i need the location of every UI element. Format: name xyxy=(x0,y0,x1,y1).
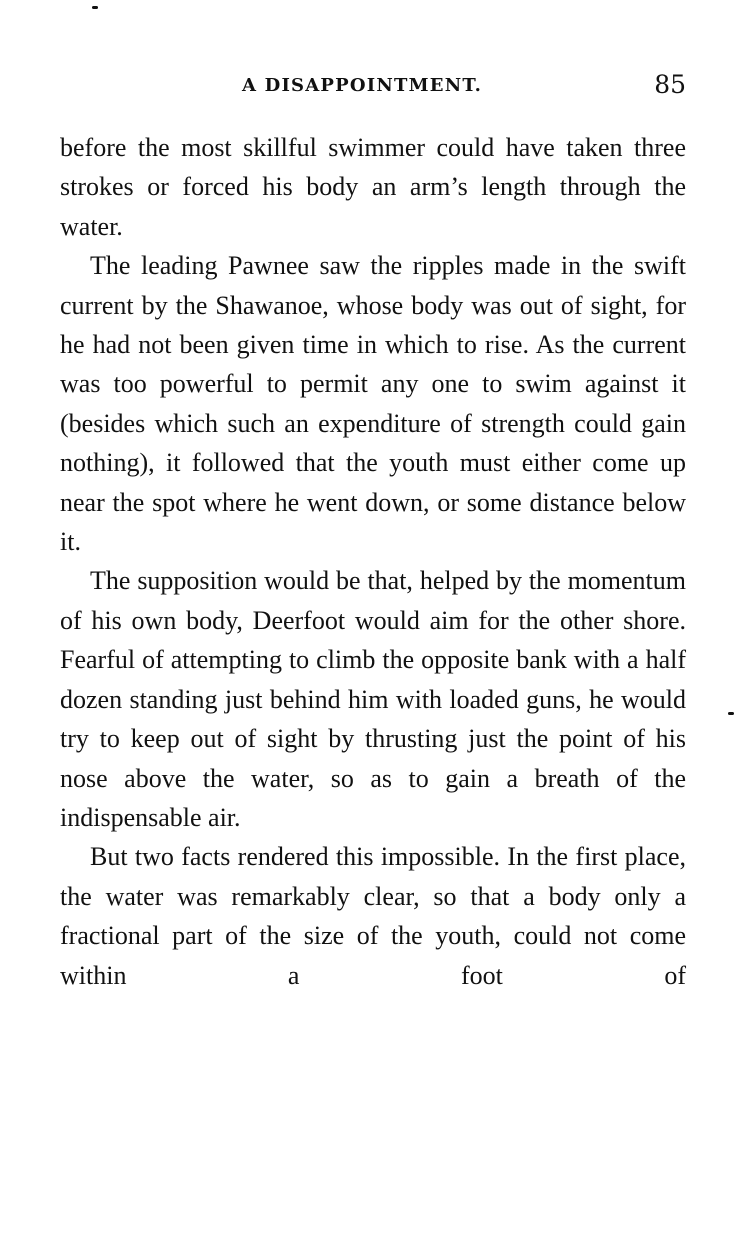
print-speck xyxy=(92,6,98,9)
print-speck xyxy=(728,712,734,715)
paragraph: The leading Pawnee saw the ripples made in the swift current by the Shawanoe, whose body was out of sight, for he had not been given time in which to rise. As the current was too powerful to permit any one to swim against it (besides which such an expenditure of strength could gain nothing), it followed that the youth must either come up near the spot where he went down, or some distance below it. xyxy=(60,251,686,557)
paragraph: But two facts rendered this impossible. In the first place, the water was remarkably clear, so that a body only a fractional part of the size of the youth, could not come within a foot of xyxy=(60,842,686,990)
body-text xyxy=(60,128,686,995)
paragraph: The supposition would be that, helped by the momentum of his own body, Deerfoot would aim for the other shore. Fearful of attempting to climb the opposite bank with a half dozen standing just behind him with loaded guns, he would try to keep out of sight by thrusting just the point of his nose above the water, so as to gain a breath of the indispensable air. xyxy=(60,566,686,832)
page-header xyxy=(60,70,686,104)
paragraph: before the most skillful swimmer could have taken three strokes or forced his body an arm’s length through the water. xyxy=(60,133,686,241)
running-head: A DISAPPOINTMENT. xyxy=(242,75,483,96)
page-number: 85 xyxy=(654,70,686,99)
